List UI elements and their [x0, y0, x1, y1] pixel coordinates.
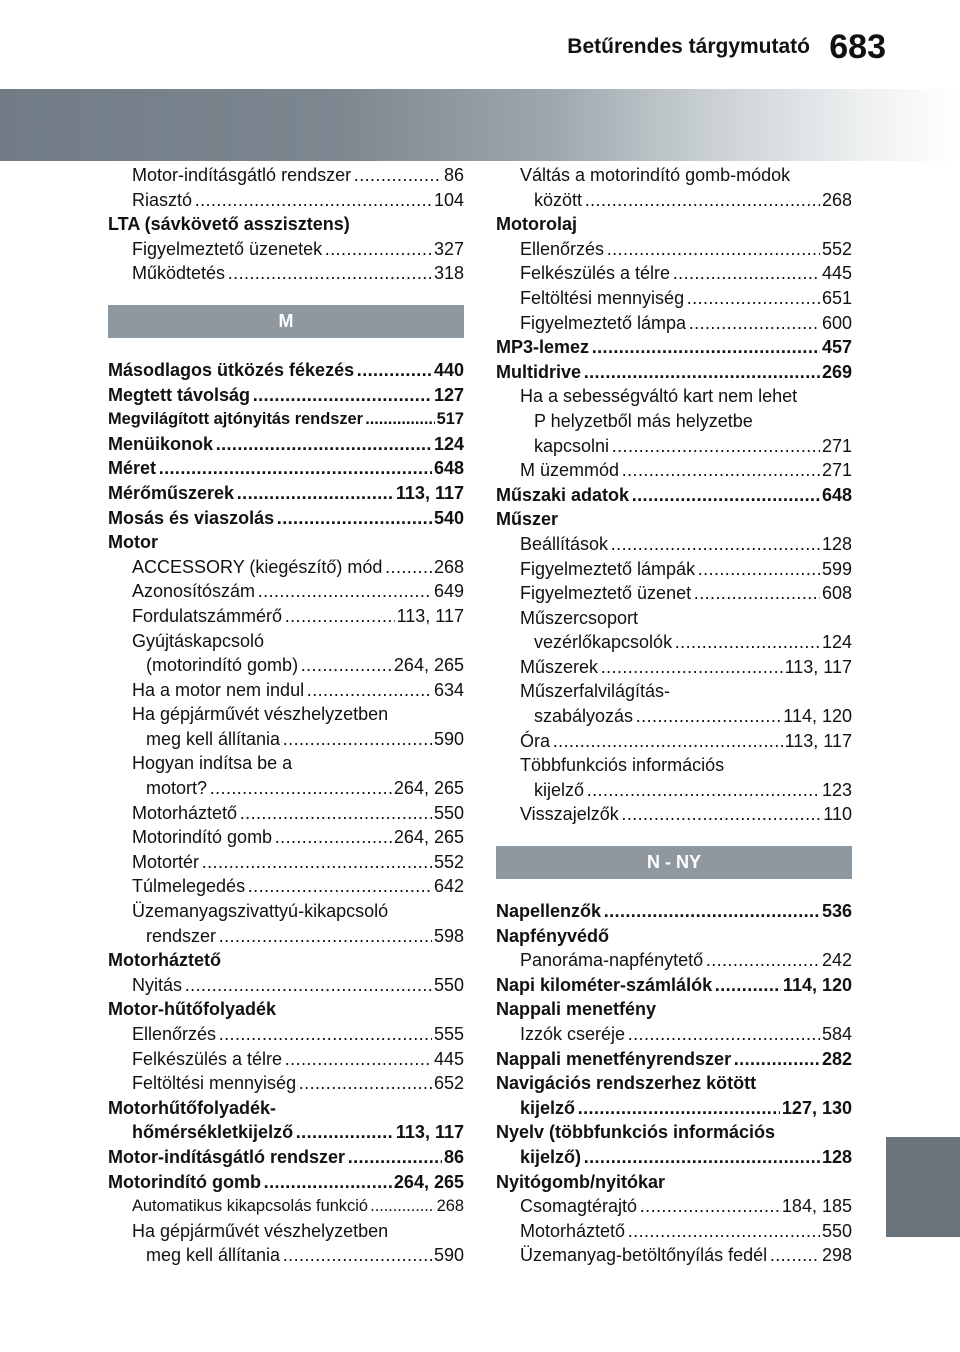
index-entry-sub	[108, 1219, 464, 1244]
page-reference[interactable]: 268	[432, 555, 464, 580]
index-entry-main	[496, 973, 852, 998]
page-reference[interactable]: 113, 117	[394, 1120, 464, 1145]
index-entry-sub	[108, 924, 464, 949]
page-reference[interactable]: 536	[820, 899, 852, 924]
index-entry-main	[496, 1170, 852, 1195]
index-entry-main	[496, 997, 852, 1022]
page-reference[interactable]: 651	[820, 286, 852, 311]
index-term: Többfunkciós információs	[520, 755, 725, 776]
index-entry-sub	[496, 434, 852, 459]
index-column-left	[108, 163, 464, 1268]
index-entry-main	[108, 1096, 464, 1121]
index-term: Nappali menetfényrendszer	[496, 1048, 732, 1069]
index-entry-main	[108, 997, 464, 1022]
page-reference[interactable]: 318	[432, 261, 464, 286]
index-entry-main	[108, 948, 464, 973]
header-banner	[0, 89, 960, 161]
page-reference[interactable]: 327	[432, 237, 464, 262]
index-entry-main	[108, 383, 464, 408]
index-entry-main	[496, 335, 852, 360]
page-reference[interactable]: 113, 117	[395, 604, 464, 629]
index-entry-sub	[108, 678, 464, 703]
index-entry-sub	[496, 557, 852, 582]
index-term: Hogyan indítsa be a	[132, 753, 293, 774]
index-entry-main	[108, 358, 464, 383]
index-term: Napfényvédő	[496, 925, 610, 946]
index-entry-sub	[496, 384, 852, 409]
index-term: Túlmelegedés	[132, 876, 246, 897]
index-entry-sub	[108, 653, 464, 678]
index-entry-main	[496, 360, 852, 385]
page-number: 683	[829, 28, 886, 66]
page-reference[interactable]: 440	[432, 358, 464, 383]
index-term: Ha a sebességváltó kart nem lehet	[520, 386, 798, 407]
index-term: Műszaki adatok	[496, 484, 630, 505]
index-term: Ha a motor nem indul	[132, 679, 305, 700]
page-reference[interactable]: 550	[820, 1219, 852, 1244]
page-reference[interactable]: 242	[820, 948, 852, 973]
index-entry-main	[496, 1120, 852, 1145]
page-reference[interactable]: 517	[435, 407, 464, 432]
index-term: Motor-hűtőfolyadék	[108, 999, 276, 1020]
index-entry-sub	[496, 532, 852, 557]
index-entry-sub	[108, 188, 464, 213]
index-entry-sub	[496, 163, 852, 188]
index-term: Napi kilométer-számlálók	[496, 974, 713, 995]
index-entry-main	[496, 924, 852, 949]
index-term: Megtett távolság	[108, 384, 251, 405]
index-term: Mérőműszerek	[108, 482, 235, 503]
page-reference[interactable]: 552	[820, 237, 852, 262]
page-reference[interactable]: 445	[432, 1047, 464, 1072]
index-entry-sub	[108, 727, 464, 752]
index-entry-sub	[496, 948, 852, 973]
page-reference[interactable]: 298	[820, 1243, 852, 1268]
index-entry-sub	[496, 704, 852, 729]
index-term: Nyelv (többfunkciós információs	[496, 1122, 776, 1143]
index-entry-sub	[496, 237, 852, 262]
page-reference[interactable]: 114, 120	[781, 704, 852, 729]
index-term: hőmérsékletkijelző	[132, 1122, 294, 1143]
index-term: Műszer	[496, 509, 559, 530]
index-entry-sub	[108, 163, 464, 188]
index-entry-main	[108, 432, 464, 457]
index-term: Nappali menetfény	[496, 999, 657, 1020]
index-entry-main	[108, 456, 464, 481]
index-entry-main	[108, 1120, 464, 1145]
page-reference[interactable]: 114, 120	[781, 973, 852, 998]
index-entry-sub	[108, 1071, 464, 1096]
page-reference[interactable]: 652	[432, 1071, 464, 1096]
index-term: Műszerfalvilágítás-	[520, 681, 671, 702]
index-term: Motorhűtőfolyadék-	[108, 1097, 276, 1118]
index-term: Ha gépjárművét vészhelyzetben	[132, 704, 389, 725]
index-entry-main	[496, 1047, 852, 1072]
index-term: kijelző)	[520, 1146, 582, 1167]
index-term: Riasztó	[132, 189, 193, 210]
index-term: Csomagtérajtó	[520, 1196, 638, 1217]
page-reference[interactable]: 124	[820, 630, 852, 655]
index-entry-sub	[108, 237, 464, 262]
index-term: Figyelmeztető üzenet	[520, 583, 692, 604]
index-term: kapcsolni	[534, 435, 610, 456]
index-term: Multidrive	[496, 361, 582, 382]
index-term: Figyelmeztető lámpák	[520, 558, 696, 579]
index-entry-sub	[108, 874, 464, 899]
page-reference[interactable]: 86	[442, 163, 464, 188]
index-term: Mosás és viaszolás	[108, 507, 275, 528]
page-reference[interactable]: 123	[820, 778, 852, 803]
index-entry-sub	[496, 311, 852, 336]
index-term: Nyitás	[132, 974, 183, 995]
index-term: Motorháztető	[108, 950, 221, 971]
index-term: LTA (sávkövető asszisztens)	[108, 214, 350, 235]
index-entry-sub	[496, 802, 852, 827]
index-entry-sub	[108, 973, 464, 998]
index-term: Visszajelzők	[520, 804, 619, 825]
index-entry-sub	[108, 776, 464, 801]
index-term: Figyelmeztető üzenetek	[132, 238, 323, 259]
index-term: kijelző	[520, 1097, 576, 1118]
section-letter-header: N - NY	[496, 846, 852, 879]
page-reference[interactable]: 264, 265	[392, 825, 464, 850]
index-entry-main	[108, 481, 464, 506]
page-reference[interactable]: 649	[432, 579, 464, 604]
index-term: Ellenőrzés	[132, 1024, 217, 1044]
index-term: Ellenőrzés	[520, 238, 605, 259]
page-reference[interactable]: 269	[820, 360, 852, 385]
page-reference[interactable]: 110	[821, 802, 852, 827]
index-term: kijelző	[534, 779, 585, 800]
index-term: Motorindító gomb	[108, 1171, 261, 1192]
index-entry-sub	[496, 1219, 852, 1244]
section-title: Betűrendes tárgymutató	[567, 35, 810, 58]
page-reference[interactable]: 550	[432, 801, 464, 826]
page-reference[interactable]: 590	[432, 727, 464, 752]
index-term: MP3-lemez	[496, 337, 590, 358]
page-reference[interactable]: 550	[432, 973, 464, 998]
index-term: Gyújtáskapcsoló	[132, 630, 265, 651]
index-column-right	[496, 163, 852, 1268]
index-term: meg kell állítania	[146, 728, 281, 749]
page-reference[interactable]: 86	[442, 1145, 464, 1170]
index-term: Motor-indításgátló rendszer	[108, 1146, 346, 1167]
index-entry-main	[496, 1096, 852, 1121]
index-term: Motortér	[132, 851, 200, 872]
thumb-index-tab	[886, 1137, 960, 1237]
page-reference[interactable]: 271	[820, 458, 852, 483]
index-term: között	[534, 189, 583, 210]
index-term: Automatikus kikapcsolás funkció	[132, 1197, 368, 1216]
index-term: Óra	[520, 730, 551, 751]
index-entry-main	[496, 1071, 852, 1096]
index-entry-sub	[496, 1022, 852, 1047]
page-reference[interactable]: 584	[820, 1022, 852, 1047]
index-term: Feltöltési mennyiség	[132, 1073, 297, 1094]
page-reference[interactable]: 268	[820, 188, 852, 213]
index-entry-sub	[496, 729, 852, 754]
index-term: Motor-indításgátló rendszer	[132, 165, 352, 185]
index-entry-sub	[496, 409, 852, 434]
index-entry-sub	[108, 850, 464, 875]
page-reference[interactable]: 552	[432, 850, 464, 875]
index-entry-sub	[108, 604, 464, 629]
index-term: Motorháztető	[132, 802, 238, 823]
page-reference[interactable]: 264, 265	[392, 1170, 464, 1195]
page-reference[interactable]: 445	[820, 261, 852, 286]
index-entry-sub	[108, 1243, 464, 1268]
index-entry-sub	[496, 778, 852, 803]
index-entry-sub	[108, 1047, 464, 1072]
page-reference[interactable]: 113, 117	[783, 655, 852, 680]
index-term: Működtetés	[132, 263, 226, 284]
index-term: M üzemmód	[520, 460, 620, 481]
page-reference[interactable]: 642	[432, 874, 464, 899]
page-reference[interactable]: 124	[432, 432, 464, 457]
index-entry-sub	[108, 1022, 464, 1047]
page-reference[interactable]: 113, 117	[783, 729, 852, 754]
page-reference[interactable]: 648	[820, 483, 852, 508]
page-reference[interactable]: 634	[432, 678, 464, 703]
index-term: Motorolaj	[496, 214, 577, 235]
index-term: vezérlőkapcsolók	[534, 632, 673, 653]
index-term: Ha gépjárművét vészhelyzetben	[132, 1220, 389, 1241]
page-reference[interactable]: 555	[432, 1022, 464, 1047]
index-entry-sub	[496, 188, 852, 213]
index-entry-sub	[496, 286, 852, 311]
page-reference[interactable]: 184, 185	[780, 1194, 852, 1219]
page-reference[interactable]: 113, 117	[394, 481, 464, 506]
index-entry-sub	[108, 579, 464, 604]
page-reference[interactable]: 104	[432, 188, 464, 213]
index-term: Izzók cseréje	[520, 1024, 626, 1044]
index-entry-main	[108, 212, 464, 237]
index-term: Azonosítószám	[132, 581, 256, 602]
index-entry-main	[108, 1145, 464, 1170]
index-entry-sub	[496, 261, 852, 286]
index-entry-sub	[108, 702, 464, 727]
page-reference[interactable]: 268	[435, 1194, 464, 1219]
index-entry-main	[496, 899, 852, 924]
page-reference[interactable]: 128	[820, 1145, 852, 1170]
index-entry-main	[496, 212, 852, 237]
page-reference[interactable]: 457	[820, 335, 852, 360]
index-term: Felkészülés a télre	[520, 263, 671, 284]
index-term: meg kell állítania	[146, 1245, 281, 1266]
page-reference[interactable]: 282	[820, 1047, 852, 1072]
index-term: Panoráma-napfénytető	[520, 950, 704, 971]
index-entry-main	[108, 407, 464, 432]
index-entry-main	[108, 530, 464, 555]
index-term: Üzemanyag-betöltőnyílás fedél	[520, 1245, 768, 1266]
index-term: ACCESSORY (kiegészítő) mód	[132, 556, 383, 577]
index-entry-sub	[496, 1243, 852, 1268]
page-reference[interactable]: 127, 130	[780, 1096, 852, 1121]
index-term: Motorindító gomb	[132, 827, 273, 848]
index-entry-main	[108, 506, 464, 531]
index-term: rendszer	[146, 925, 217, 946]
index-entry-main	[496, 483, 852, 508]
index-entry-sub	[108, 801, 464, 826]
index-term: Műszerek	[520, 656, 599, 677]
index-entry-main	[496, 1145, 852, 1170]
index-term: Váltás a motorindító gomb-módok	[520, 165, 791, 185]
index-term: szabályozás	[534, 706, 634, 727]
index-entry-sub	[108, 825, 464, 850]
index-entry-sub	[108, 1194, 464, 1219]
page-reference[interactable]: 264, 265	[392, 653, 464, 678]
index-term: Navigációs rendszerhez kötött	[496, 1073, 757, 1094]
page-reference[interactable]: 271	[820, 434, 852, 459]
index-term: Másodlagos ütközés fékezés	[108, 359, 355, 380]
index-term: Motorháztető	[520, 1220, 626, 1241]
page-reference[interactable]: 590	[432, 1243, 464, 1268]
index-term: P helyzetből más helyzetbe	[534, 410, 753, 431]
index-term: Motor	[108, 532, 158, 553]
index-term: Menüikonok	[108, 433, 214, 454]
index-term: motort?	[146, 778, 208, 799]
index-term: Figyelmeztető lámpa	[520, 312, 687, 333]
index-entry-sub	[496, 630, 852, 655]
page-reference[interactable]: 599	[820, 557, 852, 582]
index-term: Üzemanyagszivattyú-kikapcsoló	[132, 901, 389, 922]
index-entry-main	[108, 1170, 464, 1195]
page-reference[interactable]: 648	[432, 456, 464, 481]
section-letter-header: M	[108, 305, 464, 338]
page-reference[interactable]: 608	[820, 581, 852, 606]
page-reference[interactable]: 600	[820, 311, 852, 336]
index-term: Fordulatszámmérő	[132, 605, 283, 626]
index-term: Feltöltési mennyiség	[520, 287, 685, 308]
page-reference[interactable]: 128	[820, 532, 852, 557]
index-entry-sub	[496, 606, 852, 631]
page-reference[interactable]: 127	[432, 383, 464, 408]
index-term: Felkészülés a télre	[132, 1048, 283, 1069]
index-term: Megvilágított ajtónyitás rendszer	[108, 410, 364, 429]
index-entry-sub	[496, 581, 852, 606]
index-entry-sub	[496, 1194, 852, 1219]
page-reference[interactable]: 264, 265	[392, 776, 464, 801]
index-entry-sub	[108, 751, 464, 776]
index-entry-sub	[108, 629, 464, 654]
index-term: (motorindító gomb)	[146, 655, 299, 676]
index-entry-sub	[108, 899, 464, 924]
index-term: Nyitógomb/nyitókar	[496, 1171, 666, 1192]
index-entry-sub	[496, 753, 852, 778]
page-reference[interactable]: 598	[432, 924, 464, 949]
index-entry-sub	[108, 261, 464, 286]
page-reference[interactable]: 540	[432, 506, 464, 531]
index-entry-sub	[108, 555, 464, 580]
index-entry-sub	[496, 679, 852, 704]
index-term: Beállítások	[520, 533, 609, 554]
index-entry-main	[496, 507, 852, 532]
index-entry-sub	[496, 458, 852, 483]
index-term: Műszercsoport	[520, 607, 639, 628]
index-term: Méret	[108, 458, 157, 479]
index-term: Napellenzők	[496, 901, 602, 922]
index-entry-sub	[496, 655, 852, 680]
